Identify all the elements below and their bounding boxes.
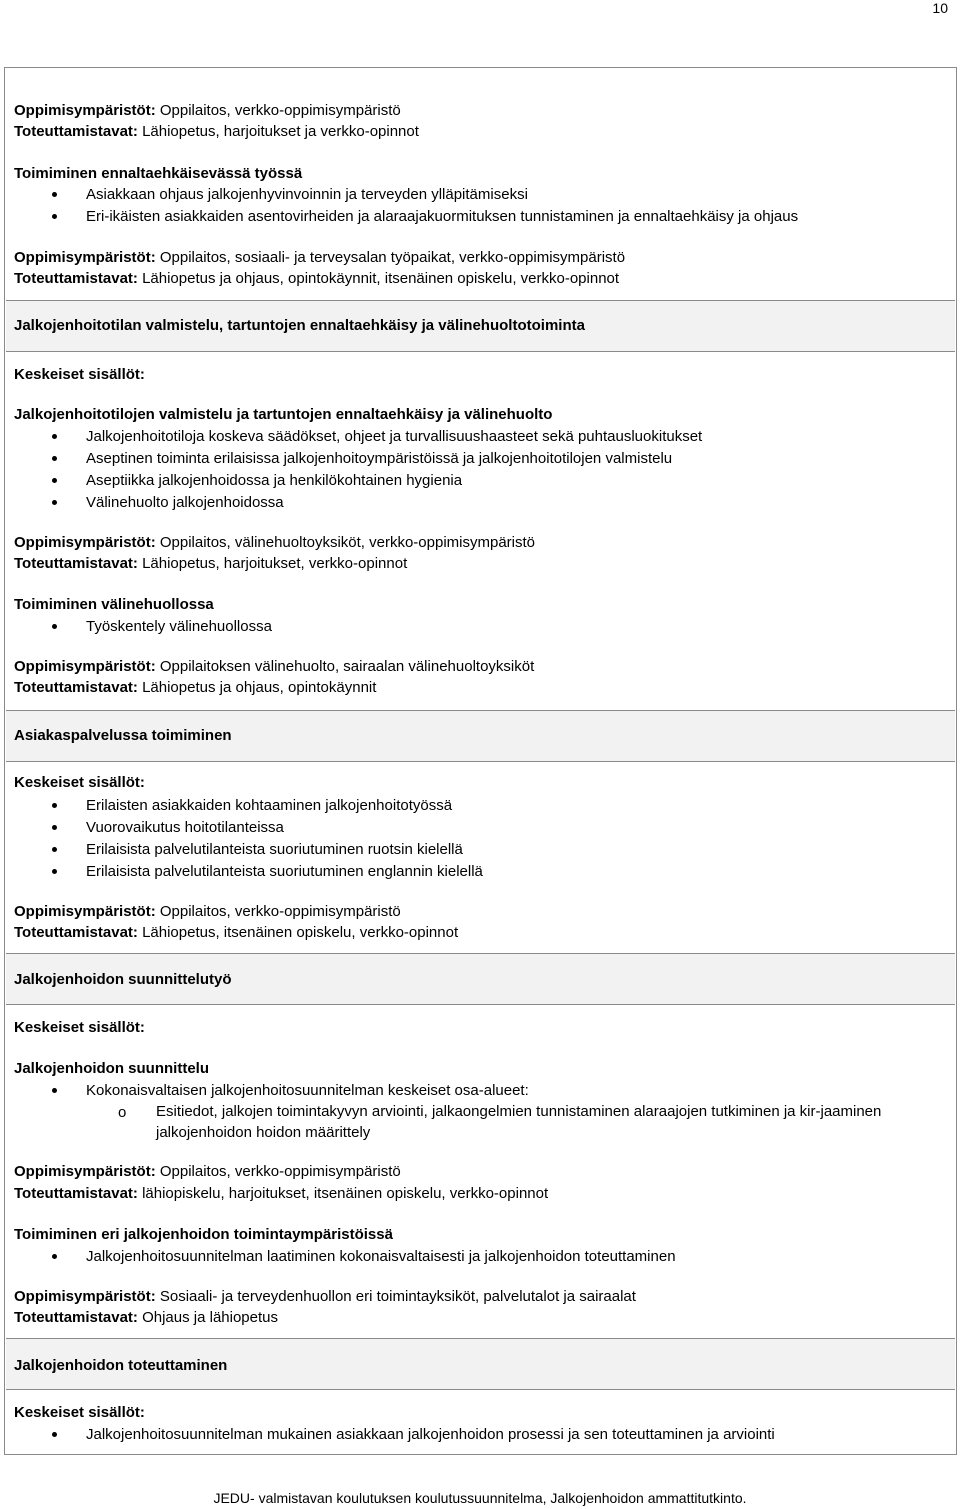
list-item: Jalkojenhoitosuunnitelman mukainen asiakkaan jalkojenhoidon prosessi ja sen toteuttaminen ja arviointi [86, 1426, 775, 1443]
list-item: Asiakkaan ohjaus jalkojenhyvinvoinnin ja terveyden ylläpitämiseksi [86, 186, 528, 203]
env-line: Oppimisympäristöt: Sosiaali- ja terveydenhuollon eri toimintayksiköt, palvelutalot ja sairaalat [14, 1288, 636, 1305]
impl-line: Toteuttamistavat: Lähiopetus ja ohjaus, opintokäynnit, itsenäinen opiskelu, verkko-opinnot [14, 270, 620, 287]
impl-line: Toteuttamistavat: Ohjaus ja lähiopetus [14, 1309, 278, 1326]
section-title: Jalkojenhoitotilan valmistelu, tartuntojen ennaltaehkäisy ja välinehuoltotoiminta [14, 317, 585, 334]
bullet-icon [52, 1254, 57, 1259]
bullet-icon [52, 192, 57, 197]
env-line: Oppimisympäristöt: Oppilaitos, sosiaali- ja terveysalan työpaikat, verkko-oppimisympäristö [14, 249, 626, 266]
sub-bullet-icon: o [118, 1104, 127, 1121]
list-item: Jalkojenhoitotiloja koskeva säädökset, ohjeet ja turvallisuushaasteet sekä puhtausluokitukset [86, 428, 703, 445]
env-line: Oppimisympäristöt: Oppilaitos, verkko-oppimisympäristö [14, 102, 401, 119]
key-contents-label: Keskeiset sisällöt: [14, 774, 145, 791]
bullet-icon [52, 869, 57, 874]
key-contents-label: Keskeiset sisällöt: [14, 366, 145, 383]
list-item: Aseptiikka jalkojenhoidossa ja henkilökohtainen hygienia [86, 472, 463, 489]
bullet-icon [52, 478, 57, 483]
list-item: Työskentely välinehuollossa [86, 618, 272, 635]
bullet-icon [52, 847, 57, 852]
impl-line: Toteuttamistavat: Lähiopetus, harjoitukset ja verkko-opinnot [14, 123, 419, 140]
impl-line: Toteuttamistavat: Lähiopetus, itsenäinen opiskelu, verkko-opinnot [14, 924, 459, 941]
section-title: Jalkojenhoidon suunnittelutyö [14, 971, 232, 988]
bullet-icon [52, 1088, 57, 1093]
env-line: Oppimisympäristöt: Oppilaitos, verkko-oppimisympäristö [14, 1163, 401, 1180]
section-title: Asiakaspalvelussa toimiminen [14, 727, 232, 744]
list-item: Erilaisista palvelutilanteista suoriutuminen englannin kielellä [86, 863, 483, 880]
bullet-icon [52, 434, 57, 439]
sub-heading: Toimiminen eri jalkojenhoidon toimintaympäristöissä [14, 1226, 393, 1243]
list-item: Aseptinen toiminta erilaisissa jalkojenhoitoympäristöissä ja jalkojenhoitotilojen valmistelu [86, 450, 673, 467]
bullet-icon [52, 500, 57, 505]
list-item: Erilaisten asiakkaiden kohtaaminen jalkojenhoitotyössä [86, 797, 453, 814]
impl-line: Toteuttamistavat: Lähiopetus, harjoitukset, verkko-opinnot [14, 555, 408, 572]
sub-heading: Jalkojenhoitotilojen valmistelu ja tartuntojen ennaltaehkäisy ja välinehuolto [14, 406, 553, 423]
list-item: Erilaisista palvelutilanteista suoriutuminen ruotsin kielellä [86, 841, 463, 858]
bullet-icon [52, 624, 57, 629]
bullet-icon [52, 214, 57, 219]
key-contents-label: Keskeiset sisällöt: [14, 1404, 145, 1421]
page-number: 10 [932, 0, 948, 16]
list-item: Kokonaisvaltaisen jalkojenhoitosuunnitelman keskeiset osa-alueet: [86, 1082, 529, 1099]
impl-line: Toteuttamistavat: lähiopiskelu, harjoitukset, itsenäinen opiskelu, verkko-opinnot [14, 1185, 549, 1202]
bullet-icon [52, 825, 57, 830]
sub-heading: Toimiminen ennaltaehkäisevässä työssä [14, 165, 303, 182]
bullet-icon [52, 456, 57, 461]
list-item: Eri-ikäisten asiakkaiden asentovirheiden ja alaraajakuormituksen tunnistaminen ja ennaltaehkäisy ja ohjaus [86, 208, 799, 225]
key-contents-label: Keskeiset sisällöt: [14, 1019, 145, 1036]
env-line: Oppimisympäristöt: Oppilaitos, välinehuoltoyksiköt, verkko-oppimisympäristö [14, 534, 536, 551]
list-item: Jalkojenhoitosuunnitelman laatiminen kokonaisvaltaisesti ja jalkojenhoidon toteuttaminen [86, 1248, 676, 1265]
env-line: Oppimisympäristöt: Oppilaitoksen välinehuolto, sairaalan välinehuoltoyksiköt [14, 658, 535, 675]
list-item: Välinehuolto jalkojenhoidossa [86, 494, 284, 511]
section-title: Jalkojenhoidon toteuttaminen [14, 1357, 228, 1374]
env-line: Oppimisympäristöt: Oppilaitos, verkko-oppimisympäristö [14, 903, 401, 920]
impl-line: Toteuttamistavat: Lähiopetus ja ohjaus, opintokäynnit [14, 679, 377, 696]
bullet-icon [52, 803, 57, 808]
list-item: Vuorovaikutus hoitotilanteissa [86, 819, 284, 836]
sub-heading: Toimiminen välinehuollossa [14, 596, 214, 613]
page-footer: JEDU- valmistavan koulutuksen koulutussuunnitelma, Jalkojenhoidon ammattitutkinto. [213, 1490, 747, 1506]
sub-list-item: Esitiedot, jalkojen toimintakyvyn arviointi, jalkaongelmien tunnistaminen alaraajojen tutkiminen ja kir-jaaminen jalkojenhoidon hoidon määrittely [156, 1103, 882, 1141]
sub-heading: Jalkojenhoidon suunnittelu [14, 1060, 209, 1077]
bullet-icon [52, 1432, 57, 1437]
